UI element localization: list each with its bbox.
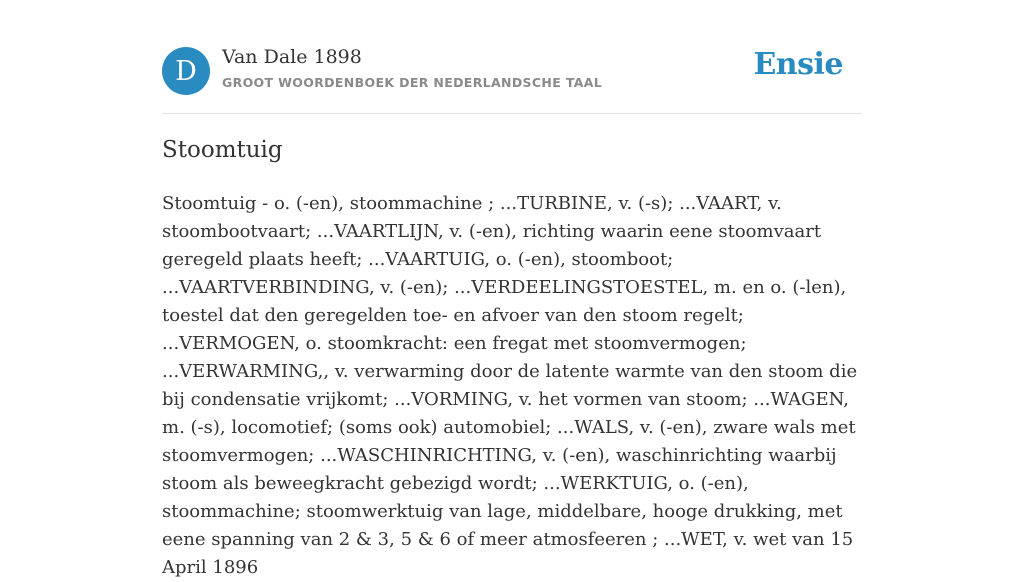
source-header	[162, 0, 862, 114]
source-subtitle: GROOT WOORDENBOEK DER NEDERLANDSCHE TAAL	[222, 75, 603, 90]
entry-definition: Stoomtuig - o. (-en), stoommachine ; ...TURBINE, v. (-s); ...VAART, v. stoombootvaart; ...VAARTLIJN, v. (-en), richting waarin eene stoomvaart geregeld plaats heeft; ...VAARTUIG, o. (-en), stoomboot; ...VAARTVERBINDING, v. (-en); ...VERDEELINGSTOESTEL, m. en o. (-len), toestel dat den geregelden toe- en afvoer van den stoom regelt; ...VERMOGEN, o. stoomkracht: een fregat met stoomvermogen; ...VERWARMING,, v. verwarming door de latente warmte van den stoom die bij condensatie vrijkomt; ...VORMING, v. het vormen van stoom; ...WAGEN, m. (-s), locomotief; (soms ook) automobiel; ...WALS, v. (-en), zware wals met stoomvermogen; ...WASCHINRICHTING, v. (-en), waschinrichting waarbij stoom als beweegkracht gebezigd wordt; ...WERKTUIG, o. (-en), stoommachine; stoomwerktuig van lage, middelbare, hooge drukking, met eene spanning van 2 & 3, 5 & 6 of meer atmosfeeren ; ...WET, v. wet van 15 April 1896	[162, 193, 858, 578]
source-title[interactable]: Van Dale 1898	[222, 46, 362, 68]
brand-logo[interactable]: Ensie	[753, 47, 843, 82]
page-content	[162, 0, 862, 578]
source-avatar[interactable]: D	[162, 47, 210, 95]
entry-title: Stoomtuig	[162, 137, 283, 163]
